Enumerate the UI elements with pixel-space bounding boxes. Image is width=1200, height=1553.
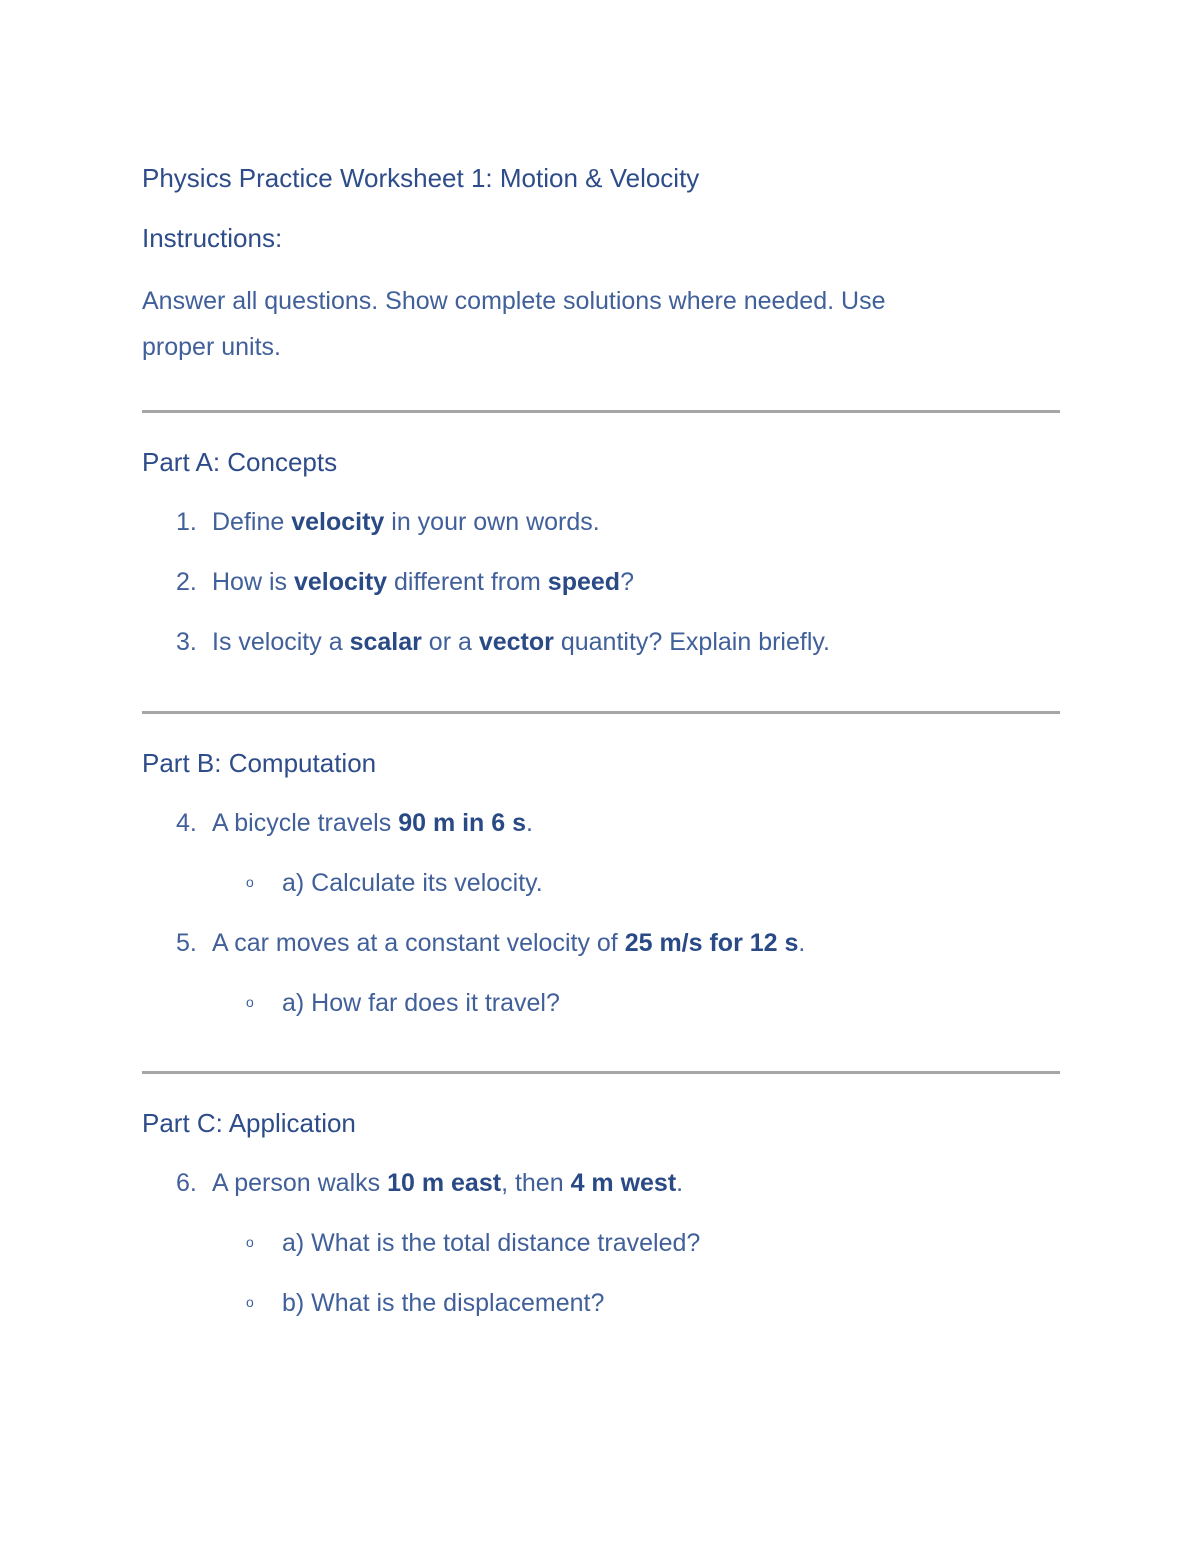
- instructions-heading: Instructions:: [142, 223, 283, 253]
- question-keyword: speed: [547, 568, 621, 596]
- section-b-heading: Part B: Computation: [142, 748, 377, 778]
- question-number: 5.: [176, 929, 197, 957]
- section-c-heading: Part C: Application: [142, 1108, 356, 1138]
- bullet-icon: o: [246, 1294, 254, 1311]
- question-keyword: 4 m west: [570, 1169, 677, 1197]
- question-keyword: vector: [478, 628, 554, 656]
- sub-question-text: b) What is the displacement?: [282, 1289, 605, 1317]
- question-text: , then: [501, 1169, 571, 1197]
- question-text: in your own words.: [384, 508, 600, 536]
- question-keyword: velocity: [293, 568, 388, 596]
- question-6-sub-b: [246, 1285, 604, 1322]
- question-number: 4.: [176, 809, 197, 837]
- question-2: [176, 564, 634, 600]
- question-5-sub-a: [246, 985, 560, 1022]
- bullet-icon: o: [246, 1234, 254, 1251]
- question-text: Is velocity a: [212, 628, 350, 656]
- bullet-icon: o: [246, 874, 254, 891]
- instructions-line-2: proper units.: [142, 333, 281, 361]
- instructions-text: [142, 278, 1012, 370]
- sub-question-text: a) How far does it travel?: [282, 989, 560, 1017]
- question-number: 1.: [176, 508, 197, 536]
- instructions-line-1: Answer all questions. Show complete solutions where needed. Use: [142, 287, 886, 315]
- question-6-sub-a: [246, 1225, 700, 1262]
- question-text: Define: [212, 508, 292, 536]
- question-text: or a: [421, 628, 479, 656]
- section-a-heading: Part A: Concepts: [142, 447, 338, 477]
- question-keyword: 10 m east: [387, 1169, 502, 1197]
- sub-question-text: a) What is the total distance traveled?: [282, 1229, 701, 1257]
- question-keyword: scalar: [349, 628, 422, 656]
- question-text: ?: [620, 568, 634, 596]
- question-text: A car moves at a constant velocity of: [212, 929, 625, 957]
- question-text: How is: [212, 568, 294, 596]
- sub-question-text: a) Calculate its velocity.: [282, 869, 543, 897]
- bullet-icon: o: [246, 994, 254, 1011]
- question-text: different from: [387, 568, 548, 596]
- question-6: [176, 1165, 683, 1201]
- question-text: A person walks: [212, 1169, 388, 1197]
- question-number: 3.: [176, 628, 197, 656]
- question-text: quantity? Explain briefly.: [553, 628, 830, 656]
- question-text: A bicycle travels: [212, 809, 399, 837]
- question-keyword: 90 m in 6 s: [398, 809, 527, 837]
- question-number: 6.: [176, 1169, 197, 1197]
- question-4: [176, 805, 533, 841]
- question-4-sub-a: [246, 865, 543, 902]
- question-keyword: velocity: [291, 508, 385, 536]
- divider: [142, 410, 1060, 413]
- divider: [142, 1071, 1060, 1074]
- question-text: .: [676, 1169, 684, 1197]
- question-keyword: 25 m/s for 12 s: [624, 929, 799, 957]
- question-number: 2.: [176, 568, 197, 596]
- question-text: .: [798, 929, 806, 957]
- question-3: [176, 624, 830, 660]
- page-title: Physics Practice Worksheet 1: Motion & Velocity: [142, 163, 700, 193]
- question-1: [176, 504, 600, 540]
- question-5: [176, 925, 805, 961]
- question-text: .: [526, 809, 533, 837]
- divider: [142, 711, 1060, 714]
